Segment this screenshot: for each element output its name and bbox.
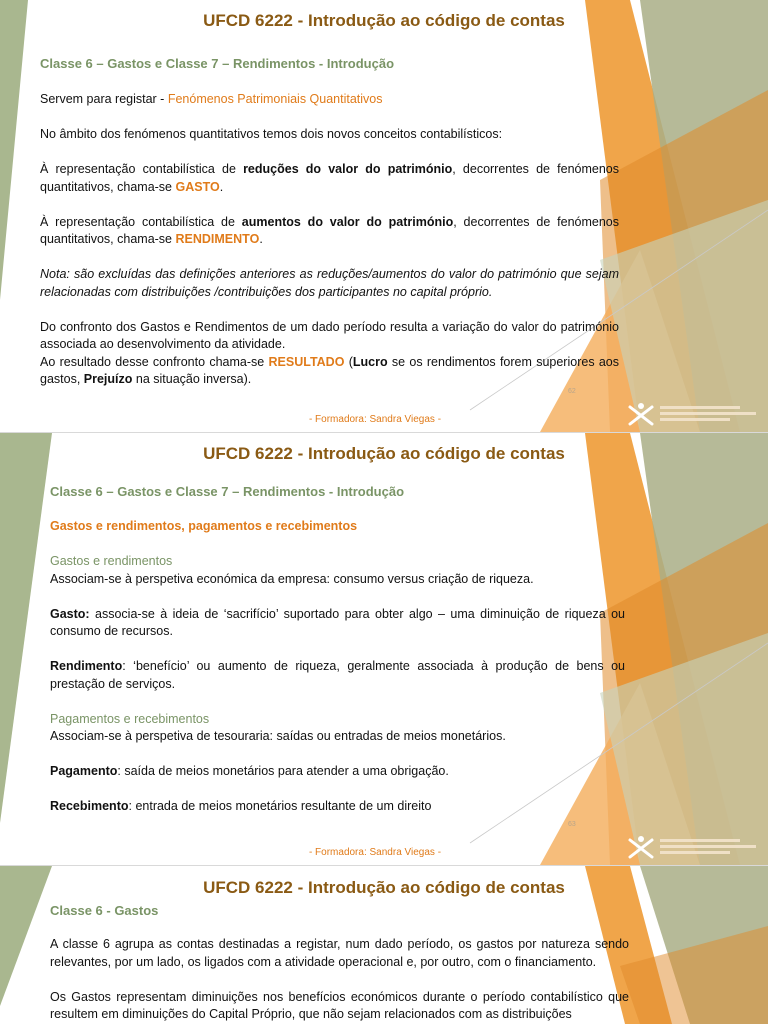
subsection-heading: Gastos e rendimentos: [50, 554, 173, 568]
paragraph: Recebimento: entrada de meios monetários resultante de um direito: [50, 799, 432, 813]
paragraph: No âmbito dos fenómenos quantitativos temos dois novos conceitos contabilísticos:: [40, 127, 503, 141]
section-heading: Gastos e rendimentos, pagamentos e recebimentos: [50, 519, 358, 533]
footer: - Formadora: Sandra Viegas -: [308, 847, 442, 858]
slide-64: [0, 866, 768, 1024]
slide-title: UFCD 6222 - Introdução ao código de contas: [203, 878, 565, 897]
slide-subtitle: Classe 6 - Gastos: [50, 903, 159, 918]
left-green-triangle: [0, 433, 52, 823]
slide-subtitle: Classe 6 – Gastos e Classe 7 – Rendimentos - Introdução: [40, 56, 395, 71]
slide-title: UFCD 6222 - Introdução ao código de contas: [203, 444, 565, 463]
paragraph: A classe 6 agrupa as contas destinadas a registar, num dado período, os gastos por natureza sendo relevantes, por um lado, os ligados com a atividade operacional e, por outro, com o financiamento.: [50, 937, 629, 969]
paragraph: À representação contabilística de aumentos do valor do património, decorrentes de fenómenos quantitativos, chama-se RENDIMENTO.: [40, 214, 619, 246]
paragraph: Associam-se à perspetiva de tesouraria: saídas ou entradas de meios monetários.: [50, 729, 506, 743]
paragraph: Servem para registar - Fenómenos Patrimoniais Quantitativos: [40, 92, 383, 106]
paragraph: Pagamento: saída de meios monetários para atender a uma obrigação.: [50, 764, 449, 778]
slide-62: [0, 0, 768, 432]
slide-subtitle: Classe 6 – Gastos e Classe 7 – Rendimentos - Introdução: [50, 484, 405, 499]
slide-title: UFCD 6222 - Introdução ao código de contas: [203, 11, 565, 30]
slide-body: [50, 518, 625, 816]
paragraph: À representação contabilística de reduções do valor do património, decorrentes de fenómenos quantitativos, chama-se GASTO.: [40, 162, 619, 194]
institution-logo: [624, 835, 764, 861]
paragraph: Os Gastos representam diminuições nos benefícios económicos durante o período contabilístico que resultem em diminuições do Capital Próprio, que não sejam relacionados com as distribuições: [50, 989, 629, 1021]
subsection-heading: Pagamentos e recebimentos: [50, 711, 210, 726]
logo-icon: [624, 402, 658, 428]
note-paragraph: Nota: são excluídas das definições anteriores as reduções/aumentos do valor do património que sejam relacionadas com distribuições /contribuições dos participantes no capital próprio.: [40, 267, 619, 299]
paragraph: Associam-se à perspetiva económica da empresa: consumo versus criação de riqueza.: [50, 571, 534, 586]
paragraph: Do confronto dos Gastos e Rendimentos de um dado período resulta a variação do valor do património associada ao desenvolvimento da atividade.: [40, 319, 619, 351]
institution-logo: [624, 402, 764, 428]
slide-body: [40, 91, 619, 389]
page-number: 63: [568, 821, 576, 828]
paragraph: Gasto: associa-se à ideia de ‘sacrifício’ suportado para obter algo – uma diminuição de riqueza ou consumo de recursos.: [50, 606, 625, 638]
logo-icon: [624, 835, 658, 861]
left-green-triangle: [0, 0, 28, 300]
page-number: 62: [568, 388, 576, 395]
slide-63: [0, 433, 768, 865]
paragraph: Rendimento: ‘benefício’ ou aumento de riqueza, geralmente associada à produção de bens ou prestação de serviços.: [50, 659, 625, 691]
paragraph: Ao resultado desse confronto chama-se RESULTADO (Lucro se os rendimentos forem superiores aos gastos, Prejuízo na situação inversa).: [40, 354, 620, 386]
footer: - Formadora: Sandra Viegas -: [308, 414, 442, 425]
slide-body: [50, 936, 629, 1024]
